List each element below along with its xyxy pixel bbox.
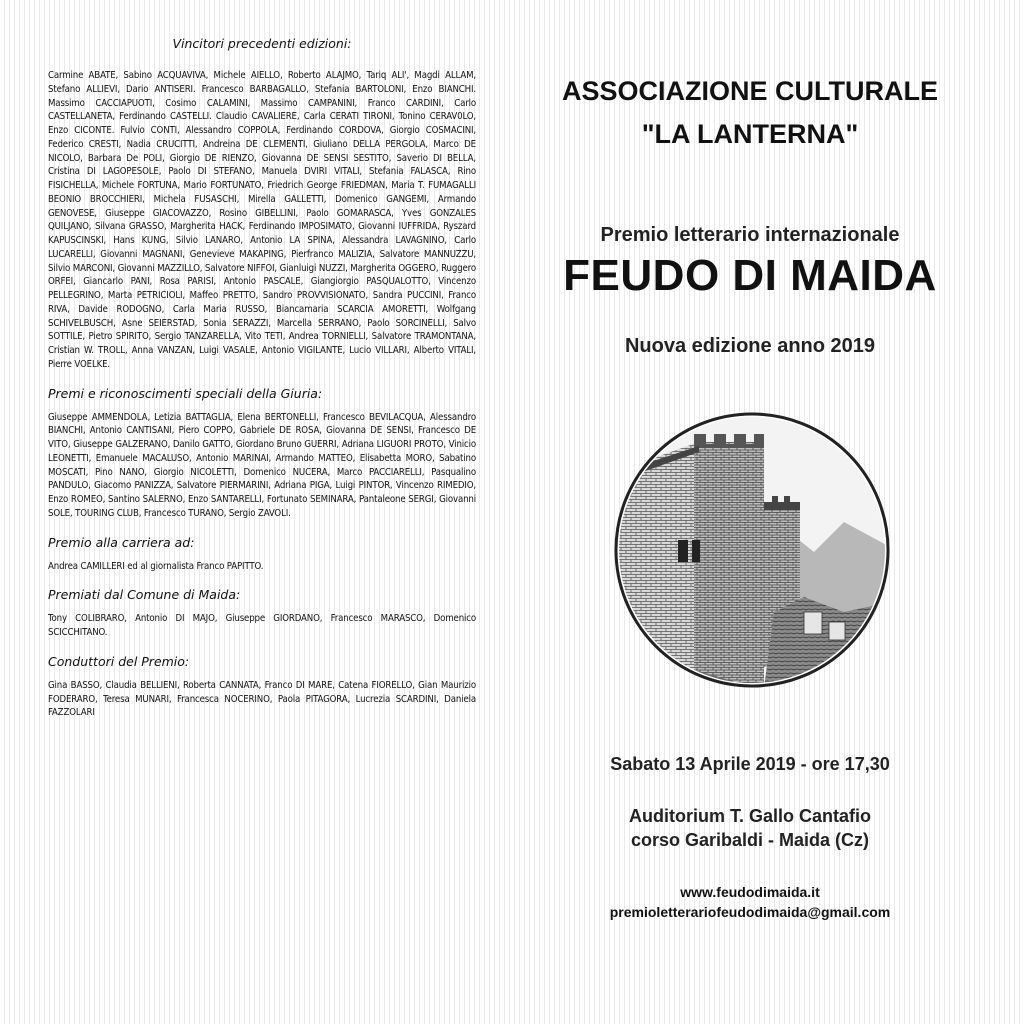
winners-list: Carmine ABATE, Sabino ACQUAVIVA, Michele AIELLO, Roberto ALAJMO, Tariq ALI', Magdi ALLAM, Stefano ALLIEVI, Dario ANTISERI. Francesco BARBAGALLO, Stefania BARTOLONI, Enzo BIANCHI. Massimo CACCIAPUOTI, Cosimo CALAMINI, Massimo CAMPANINI, Franco CARDINI, Carlo CASTELLANETA, Ferdinando CASTELLI. Claudio CAVALIERE, Carla CERATI TIRONI, Tonino CERAV0LO, Enzo CICONTE. Fulvio CONTI, Alessandro COPPOLA, Ferdinando CORDOVA, Giorgio COSMACINI, Federico CRESTI, Nadia CRUCITTI, Andreina DE CLEMENTI, Giuliano DELLA PERGOLA, Marco DE NICOLO, Barbara De POLI, Giorgio DE RIENZO, Giovanna DE SENSI SESTITO, Saverio DI BELLA, Cristina DI LAGOPESOLE, Paolo DI STEFANO, Manuela DVIRI VITALI, Stefania FALASCA, Rino FISICHELLA, Michele FORTUNA, Mario FORTUNATO, Friedrich George FRIEDMAN, Maria T. FUMAGALLI BEONIO BROCCHIERI, Michela FUSASCHI, Mirella GALLETTI, Domenico GANGEMI, Armando GENOVESE, Giuseppe GIACOVAZZO, Rosino GIBELLINI, Paolo GOMARASCA, Yves GONZALES QUILJANO, Silvana GRASSO, Margherita HACK, Ferdinando IMPOSIMATO, Giovanni IUFFRIDA, Ryszard KAPUSCINSKI, Hans KUNG, Silvio LANARO, Antonio LA SPINA, Alessandra LAVAGNINO, Carlo LUCARELLI, Giovanni MAGNANI, Genevieve MAKAPING, Pierfranco MALIZIA, Salvatore MANNUZZU, Silvio MARCONI, Giovanni MAZZILLO, Salvatore NIFFOI, Gianluigi NUZZI, Margherita OGGERO, Ruggero ORFEI, Giancarlo PANI, Rosa PARISI, Antonio PASCALE, Giangiorgio PASQUALOTTO, Vincenzo PELLEGRINO, Marta PETRICIOLI, Maffeo PRETTO, Sandro PROVVISIONATO, Sandra PUCCINI, Franco RIVA, Davide RODOGNO, Carla Maria RUSSO, Biancamaria SCARCIA AMORETTI, Wolfgang SCHIVELBUSCH, Asne SEIERSTAD, Sonia SERAZZI, Marcella SERRANO, Paolo SORCINELLI, Salvo SOTTILE, Pietro SPIRITO, Sergio TANZARELLA, Vito TETI, Andrea TORNIELLI, Salvatore TRAMONTANA, Cristian W. TROLL, Anna VANZAN, Luigi VASALE, Antonio VIGILANTE, Lucio VILLARI, Alberto VITALI, Pierre VOELKE.	[48, 70, 476, 370]
career-award-heading: Premio alla carriera ad:	[48, 534, 195, 550]
association-name-line1: ASSOCIAZIONE CULTURALE	[562, 76, 938, 106]
website-link[interactable]: www.feudodimaida.it	[680, 884, 820, 900]
castle-tower-emblem	[614, 412, 890, 688]
email-link[interactable]: premioletterariofeudodimaida@gmail.com	[609, 904, 891, 920]
career-award-text: Andrea CAMILLERI ed al giornalista Franco PAPITTO.	[48, 560, 264, 572]
event-date: Sabato 13 Aprile 2019 - ore 17,30	[610, 754, 890, 774]
association-name-line2: "LA LANTERNA"	[641, 119, 859, 149]
special-awards-list: Giuseppe AMMENDOLA, Letizia BATTAGLIA, Elena BERTONELLI, Francesco BEVILACQUA, Alessandro BIANCHI, Antonio CANTISANI, Piero COPPO, Gabriele DE ROSA, Giovanna DE SENSI, Francesco DE VITO, Giuseppe GALZERANO, Danilo GATTO, Giordano Bruno GUERRI, Adriana LIGUORI PROTO, Vinicio LEONETTI, Emanuele MACALUSO, Antonio MARINAI, Armando MATTEO, Elisabetta MORO, Sabatino MOSCATI, Pino NANO, Giorgio NICOLETTI, Domenico NUCERA, Marco PACCIARELLI, Pasqualino PANDULO, Giacomo PANIZZA, Salvatore PIERMARINI, Adriana PIGA, Luigi PINTOR, Vincenzo RIMEDIO, Enzo ROMEO, Santino SALERNO, Enzo SANTARELLI, Fortunato SEMINARA, Pantaleone SERGI, Giovanni SOLE, TOURING CLUB, Francesco TURANO, Sergio ZAVOLI.	[48, 411, 476, 519]
comune-awards-heading: Premiati dal Comune di Maida:	[48, 587, 241, 603]
left-column	[48, 36, 476, 734]
hosts-heading: Conduttori del Premio:	[48, 653, 190, 669]
contact-block	[520, 882, 980, 922]
hosts-list: Gina BASSO, Claudia BELLIENI, Roberta CANNATA, Franco DI MARE, Catena FIORELLO, Gian Maurizio FODERARO, Teresa MUNARI, Francesca NOCERINO, Paola PITAGORA, Lucrezia SCARDINI, Daniela FAZZOLARI	[48, 679, 476, 719]
right-column	[520, 70, 980, 358]
venue-line2: corso Garibaldi - Maida (Cz)	[630, 830, 870, 850]
prize-title: FEUDO DI MAIDA	[563, 251, 937, 300]
venue-line1: Auditorium T. Gallo Cantafio	[629, 806, 871, 826]
special-awards-heading: Premi e riconoscimenti speciali della Giuria:	[48, 385, 323, 401]
comune-awards-list: Tony COLIBRARO, Antonio DI MAJO, Giuseppe GIORDANO, Francesco MARASCO, Domenico SCICCHITANO.	[48, 613, 476, 638]
event-venue	[520, 804, 980, 852]
prize-subtitle: Premio letterario internazionale	[600, 224, 900, 246]
winners-heading: Vincitori precedenti edizioni:	[172, 36, 352, 51]
edition-line: Nuova edizione anno 2019	[624, 335, 876, 357]
